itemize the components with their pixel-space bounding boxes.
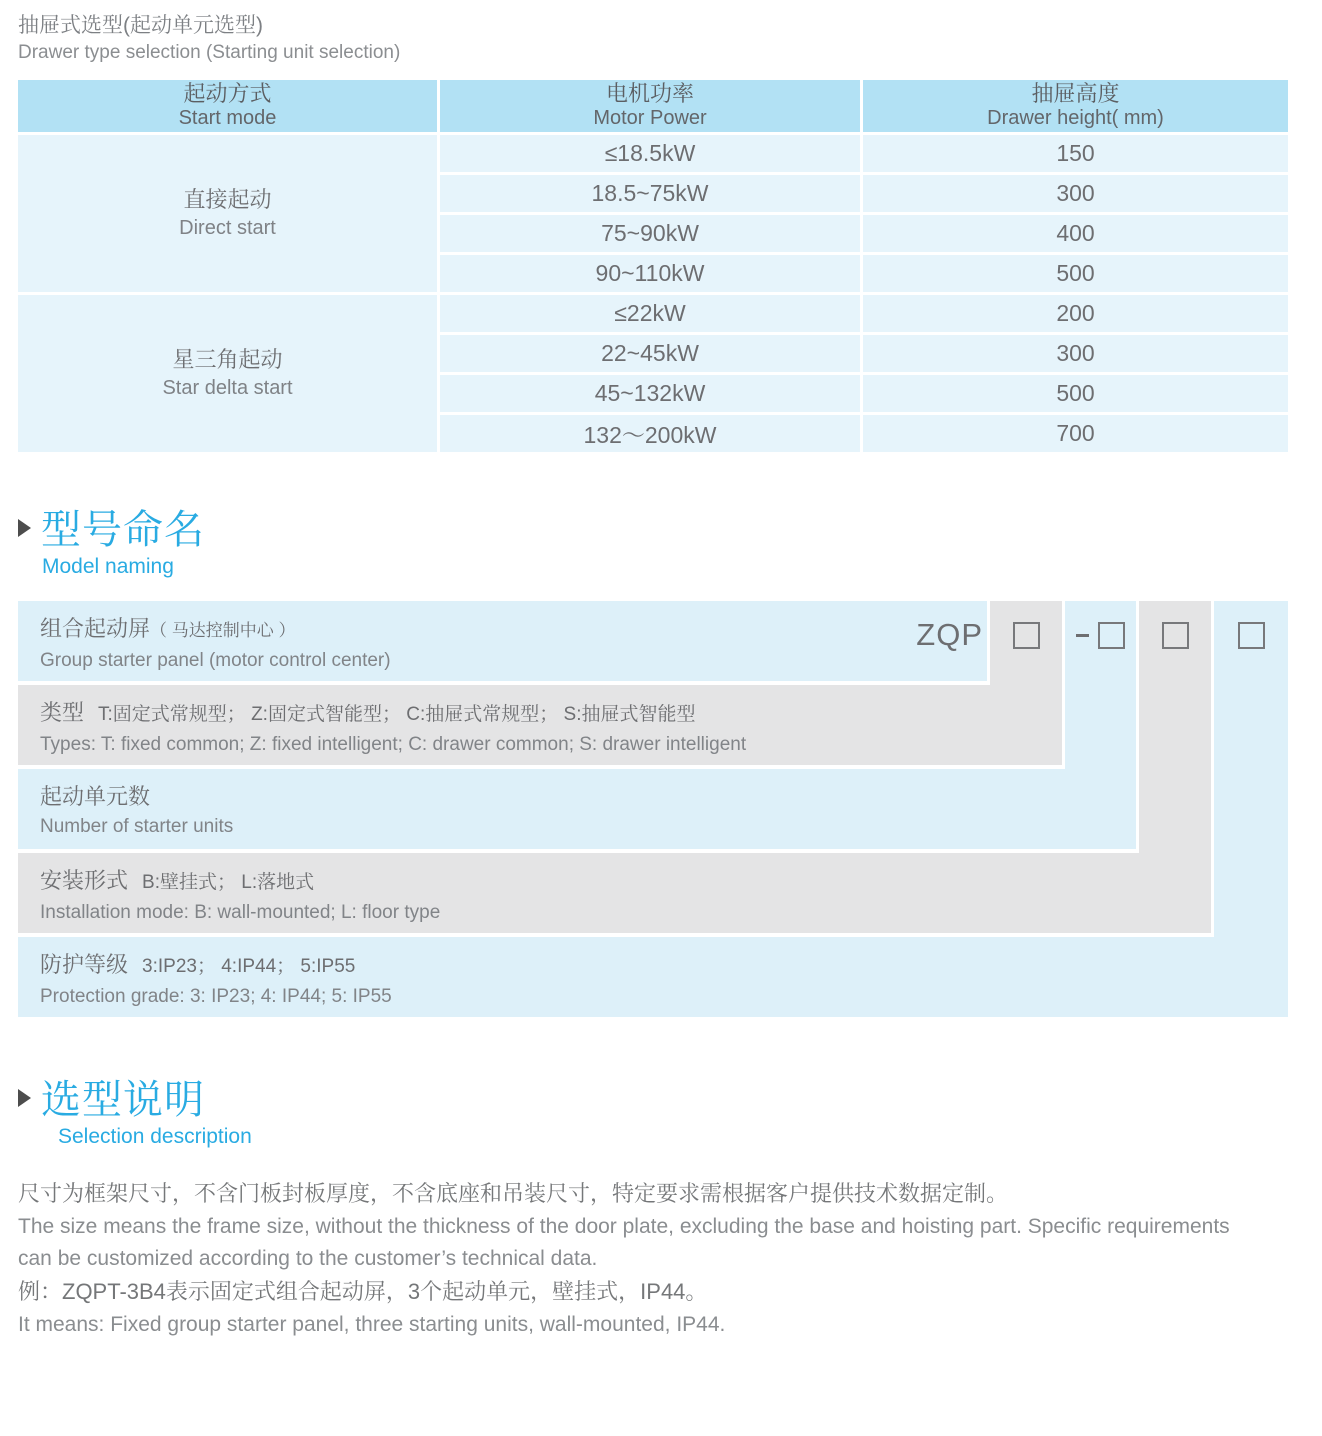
drawer-selection-table (18, 80, 1288, 452)
row1-zh: 组合起动屏 (40, 616, 151, 641)
code-placeholder-box-icon (1098, 622, 1125, 649)
model-naming-section-head (18, 507, 1290, 579)
model-naming-heading-en: Model naming (42, 555, 174, 578)
selection-description-section-head (18, 1077, 1290, 1149)
power-cell: 90~110kW (440, 255, 860, 292)
page-title-zh: 抽屉式选型(起动单元选型) (18, 14, 263, 37)
selection-heading-en: Selection description (58, 1125, 252, 1148)
dash-icon (1076, 634, 1089, 637)
mode-direct-zh: 直接起动 (183, 186, 272, 212)
page-title (18, 12, 1290, 66)
row4-zh-desc: B:壁挂式； L:落地式 (142, 872, 315, 893)
row5-zh: 防护等级 (40, 952, 129, 977)
row2-en: Types: T: fixed common; Z: fixed intelligent; C: drawer common; S: drawer intelligent (40, 734, 747, 755)
model-naming-diagram (18, 601, 1288, 1017)
code-placeholder-box-icon (1162, 622, 1189, 649)
height-cell: 300 (863, 335, 1288, 372)
row1-zh-note: （ 马达控制中心 ） (150, 621, 296, 640)
power-cell: 22~45kW (440, 335, 860, 372)
power-cell: ≤18.5kW (440, 135, 860, 172)
mode-star-delta-en: Star delta start (162, 376, 293, 399)
height-cell: 300 (863, 175, 1288, 212)
diagram-row-starter-units (18, 769, 1136, 849)
selection-heading-zh: 选型说明 (41, 1078, 205, 1122)
selection-description-body (18, 1177, 1268, 1341)
height-cell: 500 (863, 375, 1288, 412)
row3-zh: 起动单元数 (40, 784, 151, 809)
row5-zh-desc: 3:IP23； 4:IP44； 5:IP55 (142, 956, 356, 977)
row2-zh: 类型 (40, 700, 85, 725)
diagram-row-protection-grade (18, 937, 1288, 1017)
model-prefix: ZQP (916, 617, 983, 652)
mode-cell-direct-start (18, 135, 437, 292)
mode-cell-star-delta (18, 295, 437, 452)
diagram-row-installation-mode (18, 853, 1211, 933)
desc-p1-en: The size means the frame size, without the thickness of the door plate, excluding the base and hoisting part. Specific requirements can be customized according to the customer’s technical data. (18, 1215, 1230, 1270)
header-start-mode-en: Start mode (178, 107, 277, 129)
height-cell: 700 (863, 415, 1288, 452)
code-placeholder-box-icon (1238, 622, 1265, 649)
height-cell: 400 (863, 215, 1288, 252)
row4-zh: 安装形式 (40, 868, 129, 893)
mode-direct-en: Direct start (179, 216, 276, 239)
header-motor-power-zh: 电机功率 (605, 81, 694, 106)
header-start-mode-zh: 起动方式 (183, 81, 272, 106)
desc-p2-zh: 例：ZQPT-3B4表示固定式组合起动屏，3个起动单元，壁挂式，IP44。 (18, 1279, 708, 1304)
column-header-motor-power (440, 80, 860, 132)
power-cell: 132～200kW (440, 415, 860, 452)
header-drawer-height-en: Drawer height( mm) (987, 107, 1164, 129)
power-cell: 75~90kW (440, 215, 860, 252)
diagram-row-group-starter-panel (18, 601, 987, 681)
height-cell: 150 (863, 135, 1288, 172)
desc-p2-en: It means: Fixed group starter panel, three starting units, wall-mounted, IP44. (18, 1313, 726, 1336)
power-cell: 45~132kW (440, 375, 860, 412)
row3-en: Number of starter units (40, 816, 234, 837)
row2-zh-desc: T:固定式常规型； Z:固定式智能型； C:抽屉式常规型； S:抽屉式智能型 (98, 704, 696, 725)
height-cell: 500 (863, 255, 1288, 292)
model-naming-heading-zh: 型号命名 (41, 508, 205, 552)
power-cell: ≤22kW (440, 295, 860, 332)
power-cell: 18.5~75kW (440, 175, 860, 212)
diagram-row-types (18, 685, 1062, 765)
code-placeholder-box-icon (1013, 622, 1040, 649)
triangle-bullet-icon (18, 1089, 31, 1107)
header-motor-power-en: Motor Power (593, 107, 707, 129)
column-header-start-mode (18, 80, 437, 132)
row5-en: Protection grade: 3: IP23; 4: IP44; 5: IP55 (40, 986, 392, 1007)
triangle-bullet-icon (18, 519, 31, 537)
row4-en: Installation mode: B: wall-mounted; L: floor type (40, 902, 441, 923)
catalog-page (18, 0, 1290, 1341)
header-drawer-height-zh: 抽屉高度 (1031, 81, 1120, 106)
height-cell: 200 (863, 295, 1288, 332)
page-title-en: Drawer type selection (Starting unit selection) (18, 42, 401, 63)
row1-en: Group starter panel (motor control center) (40, 650, 391, 671)
column-header-drawer-height (863, 80, 1288, 132)
mode-star-delta-zh: 星三角起动 (172, 346, 283, 372)
desc-p1-zh: 尺寸为框架尺寸，不含门板封板厚度，不含底座和吊装尺寸，特定要求需根据客户提供技术数据定制。 (18, 1181, 1009, 1206)
